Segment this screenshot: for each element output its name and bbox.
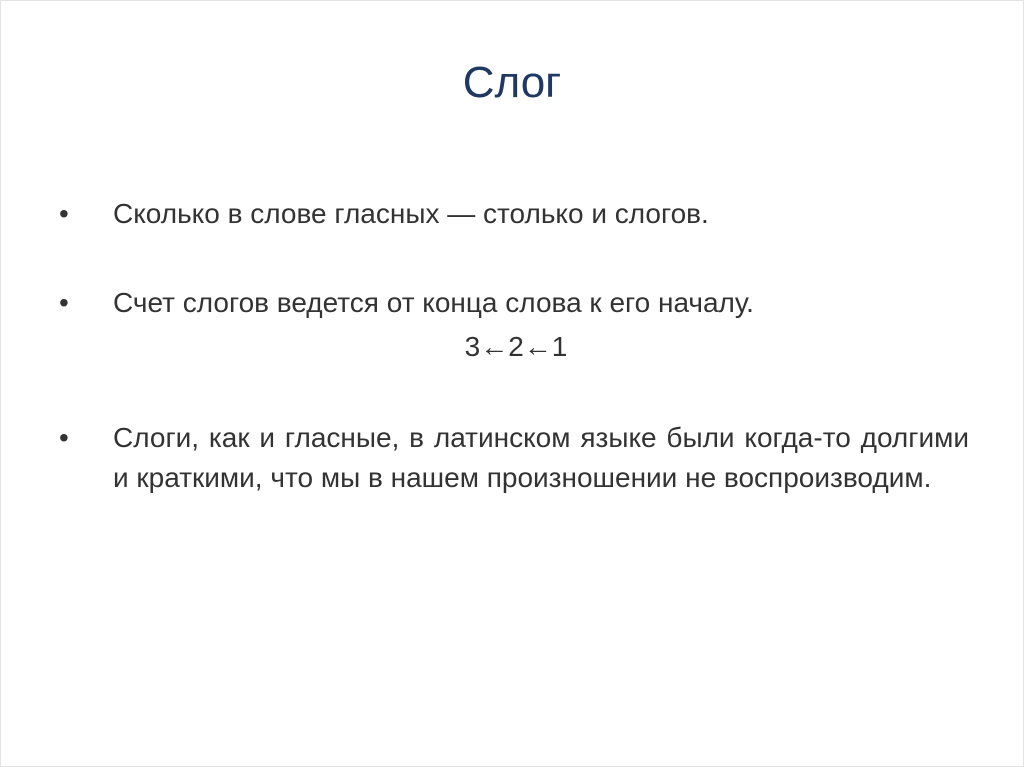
bullet-marker: • xyxy=(59,287,69,318)
bullet-marker: • xyxy=(59,422,69,453)
bullet-text: Сколько в слове гласных — столько и слогов. xyxy=(113,198,709,229)
bullet-marker: • xyxy=(59,198,69,229)
bullet-text: Слоги, как и гласные, в латинском языке были когда-то долгими и краткими, что мы в нашем произношении не воспроизводим. xyxy=(113,422,969,493)
slide-title: Слог xyxy=(462,58,562,107)
syllable-count-order: 3←2←1 xyxy=(464,331,568,362)
bullet-text: Счет слогов ведется от конца слова к его началу. xyxy=(113,287,754,318)
